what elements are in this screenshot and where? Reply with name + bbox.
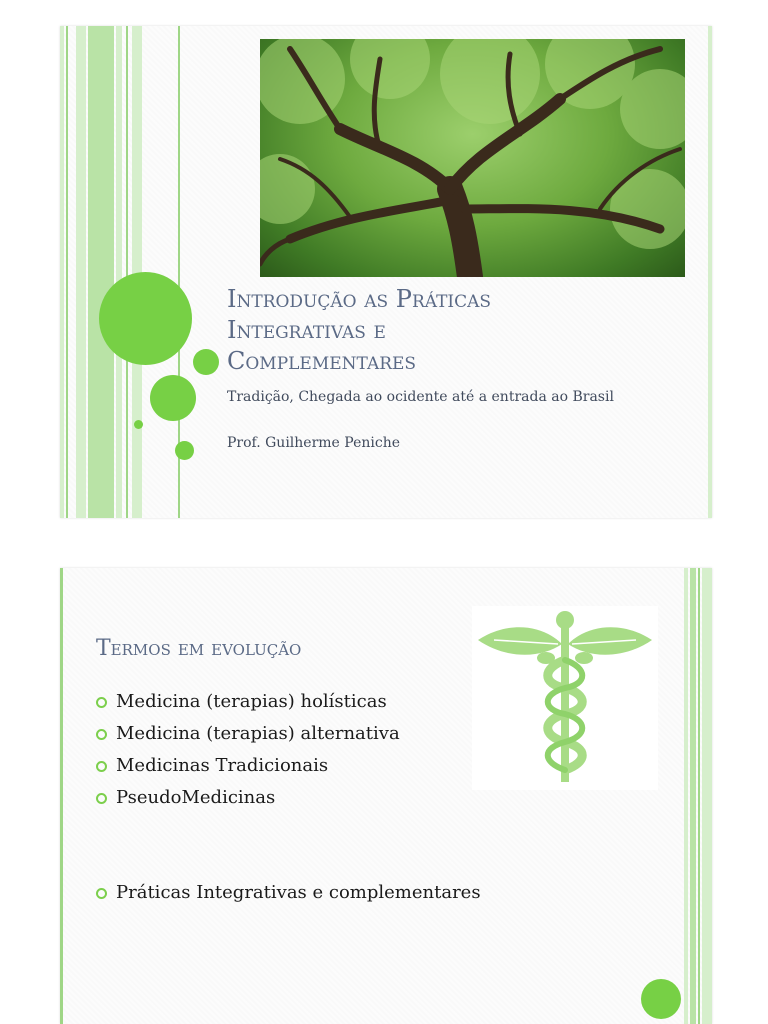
title-line: Introdução as Práticas [227,285,492,313]
slide-2 [60,568,712,1024]
title-line: Complementares [227,347,417,375]
decor-stripe [88,26,114,518]
title-line: Integrativas e [227,316,386,344]
decor-stripe [66,26,68,518]
list-item-text: Medicina (terapias) holísticas [116,691,387,712]
list-item-text: PseudoMedicinas [116,787,276,808]
decor-stripe [690,568,696,1024]
slide-1 [60,26,712,518]
tree-photo [260,39,685,277]
decor-stripe [126,26,128,518]
slide-title [227,284,687,377]
bullet-icon [96,793,107,804]
slide-title: Termos em evolução [96,636,302,661]
bullet-icon [96,697,107,708]
list-item [96,750,481,782]
list-item [96,718,481,750]
decor-stripe [698,568,700,1024]
decor-circle [99,272,192,365]
decor-circle [193,349,219,375]
list-item-text: Medicinas Tradicionais [116,755,329,776]
decor-stripe [116,26,122,518]
bullet-icon [96,888,107,899]
decor-stripe [708,26,712,518]
list-spacer [96,814,481,877]
decor-circle [150,375,196,421]
decor-stripe [60,26,64,518]
bullet-icon [96,729,107,740]
caduceus-drawing [472,606,658,790]
slide-subtitle: Tradição, Chegada ao ocidente até a entrada ao Brasil [227,389,614,405]
list-item [96,782,481,814]
decor-stripe [702,568,712,1024]
list-item [96,686,481,718]
bullet-icon [96,761,107,772]
list-item-text: Práticas Integrativas e complementares [116,882,481,903]
decor-circle [134,420,143,429]
slide-author: Prof. Guilherme Peniche [227,435,400,451]
tree-illustration [260,39,685,277]
caduceus-icon [472,606,658,790]
decor-stripe [60,568,63,1024]
list-item [96,877,481,909]
decor-circle [641,979,681,1019]
decor-stripe [684,568,688,1024]
decor-circle [175,441,194,460]
list-item-text: Medicina (terapias) alternativa [116,723,400,744]
decor-stripe [76,26,86,518]
bullet-list [96,686,481,909]
